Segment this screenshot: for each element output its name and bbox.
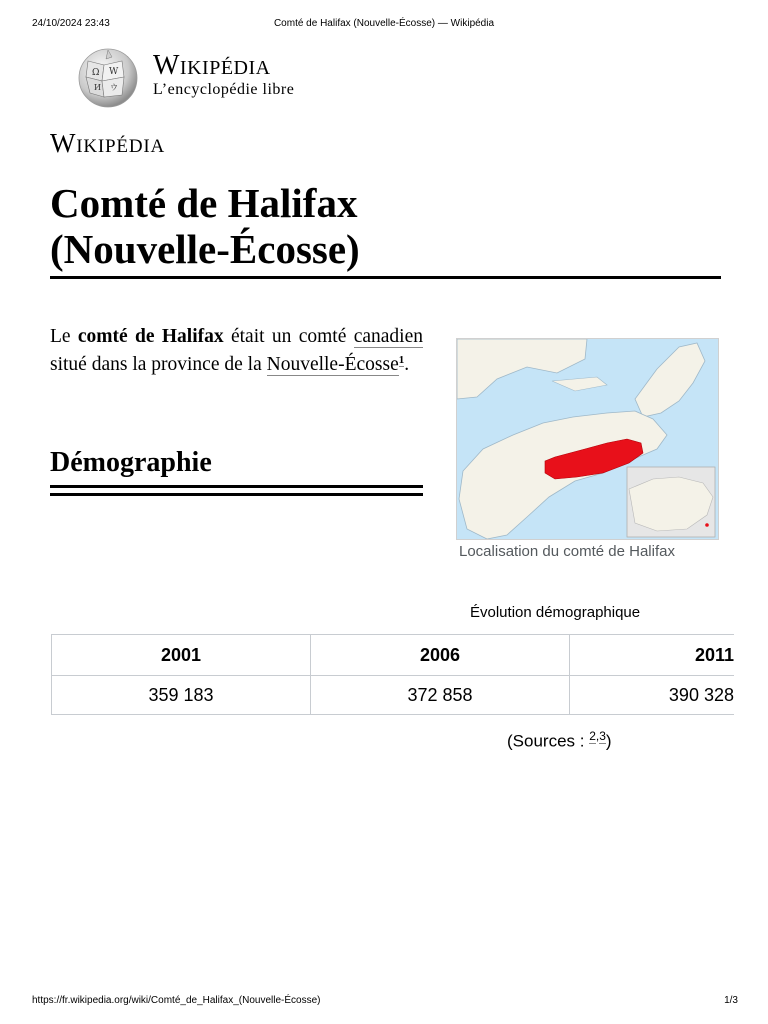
reference-1[interactable]: 1 (398, 353, 405, 366)
lead-text-3: situé dans la province de la (50, 354, 267, 375)
table-cell-population: 372 858 (311, 676, 570, 715)
table-row (52, 676, 735, 715)
lead-text-2: était un comté (223, 326, 354, 347)
print-page-number: 1/3 (724, 995, 738, 1006)
section-divider-2 (50, 493, 423, 496)
map-inset-marker (705, 523, 709, 527)
table-header-year: 2006 (311, 635, 570, 676)
print-url: https://fr.wikipedia.org/wiki/Comté_de_Halifax_(Nouvelle-Écosse) (32, 995, 321, 1006)
print-doc-title: Comté de Halifax (Nouvelle-Écosse) — Wikipédia (273, 18, 495, 29)
reference-2[interactable]: 2 (589, 729, 596, 743)
lead-paragraph (50, 323, 423, 379)
table-sources: (Sources : $^{2,3}$) (507, 729, 612, 751)
table-caption: Évolution démographique (470, 604, 641, 621)
print-header (0, 18, 768, 32)
sources-prefix: (Sources : (507, 731, 590, 751)
lead-text-1: Le (50, 326, 78, 347)
svg-text:Ω: Ω (92, 68, 100, 78)
table-header-year: 2001 (52, 635, 311, 676)
logo-tagline: L’encyclopédie libre (153, 81, 295, 98)
location-map[interactable] (456, 338, 719, 540)
link-canadien[interactable]: canadien (353, 326, 423, 347)
site-name: Wikipédia (50, 128, 166, 158)
logo-wordmark[interactable]: Wikipédia (153, 50, 271, 81)
demographic-table (51, 634, 734, 715)
section-heading-demographie: Démographie (50, 447, 212, 478)
page-title-line1: Comté de Halifax (50, 180, 358, 226)
lead-text-4: . (404, 354, 410, 375)
svg-text:W: W (109, 67, 119, 77)
table-header-year: 2011 (570, 635, 735, 676)
table-cell-population: 359 183 (52, 676, 311, 715)
table-cell-population: 390 328 (570, 676, 735, 715)
sources-suffix: ) (605, 731, 612, 751)
link-nouvelle-ecosse[interactable]: Nouvelle-Écosse (266, 354, 399, 375)
print-footer (0, 995, 768, 1009)
svg-text:И: И (94, 83, 101, 92)
page-title (50, 180, 720, 272)
lead-bold-subject: comté de Halifax (77, 326, 224, 347)
print-datetime: 24/10/2024 23:43 (32, 18, 110, 29)
section-divider (50, 485, 423, 488)
page-title-line2: (Nouvelle-Écosse) (50, 226, 360, 272)
map-caption: Localisation du comté de Halifax (459, 543, 675, 560)
title-divider (50, 276, 721, 279)
reference-3[interactable]: 3 (599, 729, 606, 743)
table-header-row (52, 635, 735, 676)
svg-text:ウ: ウ (110, 83, 118, 92)
wikipedia-globe-logo[interactable] (74, 47, 142, 109)
